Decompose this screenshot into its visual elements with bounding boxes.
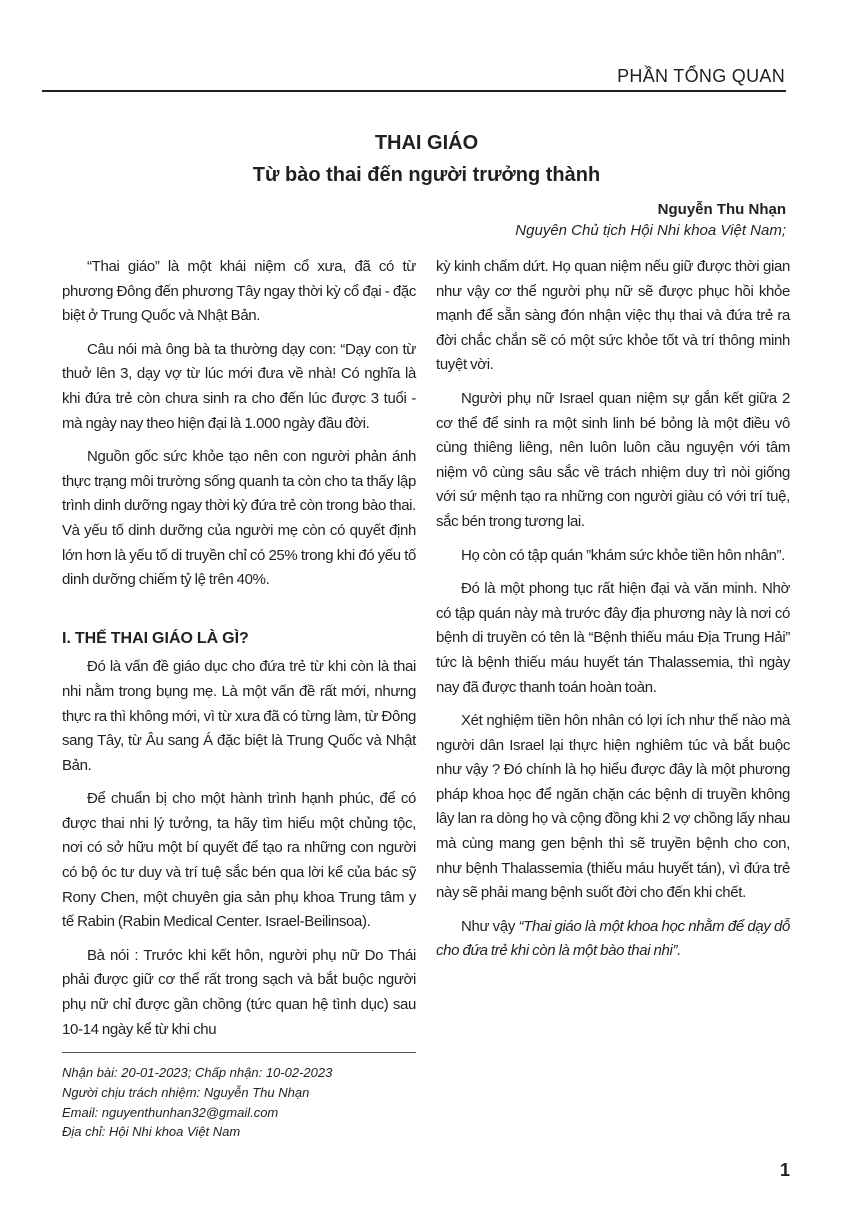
header-rule — [42, 90, 786, 92]
columns — [62, 255, 790, 1142]
left-column — [62, 255, 416, 1142]
article-title: THAI GIÁO — [374, 132, 479, 154]
article-body — [62, 255, 790, 1211]
paragraph: Nguồn gốc sức khỏe tạo nên con người phản ánh thực trạng môi trường sống quanh ta còn cho ta thấy lập trình dinh dưỡng ngay thời kỳ đứa trẻ còn trong bào thai. Và yếu tố dinh dưỡng của người mẹ còn có quyết định lớn hơn là yếu tố di truyền chỉ có 25% trong khi đó yếu tố dinh dưỡng chiếm tỷ lệ trên 40%. — [62, 448, 416, 589]
closing-paragraph — [436, 915, 790, 964]
closing-lead: Như vậy — [461, 917, 519, 935]
article-subtitle: Từ bào thai đến người trưởng thành — [252, 164, 601, 186]
right-column — [436, 255, 790, 1142]
footnote-received: Nhận bài: 20-01-2023; Chấp nhận: 10-02-2023 — [62, 1065, 333, 1081]
footnote-email: Email: nguyenthunhan32@gmail.com — [62, 1104, 279, 1120]
closing-quote: “Thai giáo là một khoa học nhằm để dạy dỗ cho đứa trẻ khi còn là một bào thai nhi”. — [436, 917, 790, 960]
author-affiliation: Nguyên Chủ tịch Hội Nhi khoa Việt Nam; — [515, 222, 786, 239]
section-label: PHẦN TỔNG QUAN — [617, 66, 785, 86]
page-number: 1 — [779, 1160, 790, 1181]
paragraph: “Thai giáo” là một khái niệm cổ xưa, đã có từ phương Đông đến phương Tây ngay thời kỳ cổ đại - đặc biệt ở Trung Quốc và Nhật Bản. — [62, 258, 416, 325]
footnote-rule — [62, 1052, 416, 1053]
paragraph: Để chuẩn bị cho một hành trình hạnh phúc, để có được thai nhi lý tưởng, ta hãy tìm hiểu một chủng tộc, nơi có sở hữu một bí quyết để tạo ra những con người có bộ óc tư duy và trí tuệ sắc bén qua lời kể của bác sỹ Rony Chen, một chuyên gia sản phụ khoa Trung tâm y tế Rabin (Rabin Medical Center. Israel-Beilinsoa). — [62, 790, 416, 931]
section-heading: I. THẾ THAI GIÁO LÀ GÌ? — [62, 629, 249, 647]
paragraph: Đó là vấn đề giáo dục cho đứa trẻ từ khi còn là thai nhi nằm trong bụng mẹ. Là một vấn đề rất mới, nhưng thực ra thì không mới, vì từ xưa đã có từng làm, từ Đông sang Tây, từ Âu sang Á đặc biệt là Trung Quốc và Nhật Bản. — [62, 658, 416, 774]
paragraph: Đó là một phong tục rất hiện đại và văn minh. Nhờ có tập quán này mà trước đây địa phương này là nơi có bệnh di truyền có tên là “Bệnh thiếu máu Địa Trung Hải” tức là bệnh thiếu máu huyết tán Thalassemia, thì ngày nay đã được thanh toán hoàn toàn. — [436, 580, 790, 696]
author-name: Nguyễn Thu Nhạn — [657, 201, 786, 218]
footnote — [62, 1063, 416, 1142]
footnote-responsible: Người chịu trách nhiệm: Nguyễn Thu Nhạn — [62, 1084, 310, 1100]
paragraph: kỳ kinh chấm dứt. Họ quan niệm nếu giữ được thời gian như vậy cơ thể người phụ nữ sẽ được phục hồi khỏe mạnh để sẵn sàng đón nhận việc thụ thai và đứa trẻ ra đời chắc chắn sẽ có một sức khỏe tốt và trí thông minh tuyệt vời. — [436, 258, 790, 374]
paragraph: Họ còn có tập quán ”khám sức khỏe tiền hôn nhân”. — [461, 546, 785, 564]
footnote-address: Địa chỉ: Hội Nhi khoa Việt Nam — [62, 1124, 241, 1140]
paragraph: Xét nghiệm tiền hôn nhân có lợi ích như thế nào mà người dân Israel lại thực hiện nghiêm túc và bắt buộc như vậy ? Đó chính là họ hiểu được đây là một phương pháp khoa học để ngăn chặn các bệnh di truyền không lây lan ra dòng họ và cộng đồng khi 2 vợ chồng lấy nhau mà cùng mang gen bệnh thì sẽ truyền bệnh cho con, như bệnh Thalassemia (thiếu máu huyết tán), vì đứa trẻ này sẽ phải mang bệnh suốt đời cho đến khi chết. — [436, 712, 790, 902]
footnote-block — [62, 1042, 416, 1142]
paragraph: Bà nói : Trước khi kết hôn, người phụ nữ Do Thái phải được giữ cơ thể rất trong sạch và bắt buộc người phụ nữ chỉ được gần chồng (tức quan hệ tình dục) sau 10-14 ngày kể từ khi chu — [62, 946, 416, 1038]
paragraph: Câu nói mà ông bà ta thường dạy con: “Dạy con từ thuở lên 3, dạy vợ từ lúc mới đưa về nhà! Có nghĩa là khi đứa trẻ còn chưa sinh ra cho đến lúc được 3 tuổi - mà ngày nay theo hiện đại là 1.000 ngày đầu đời. — [62, 340, 416, 432]
paragraph: Người phụ nữ Israel quan niệm sự gắn kết giữa 2 cơ thể để sinh ra một sinh linh bé bỏng là một điều vô cùng thiêng liêng, nên luôn luôn cầu nguyện với tâm niệm vô cùng sâu sắc về trách nhiệm duy trì nòi giống với sứ mệnh tạo ra những con người giàu có với trí tuệ, sắc bén trong tương lai. — [436, 389, 790, 530]
